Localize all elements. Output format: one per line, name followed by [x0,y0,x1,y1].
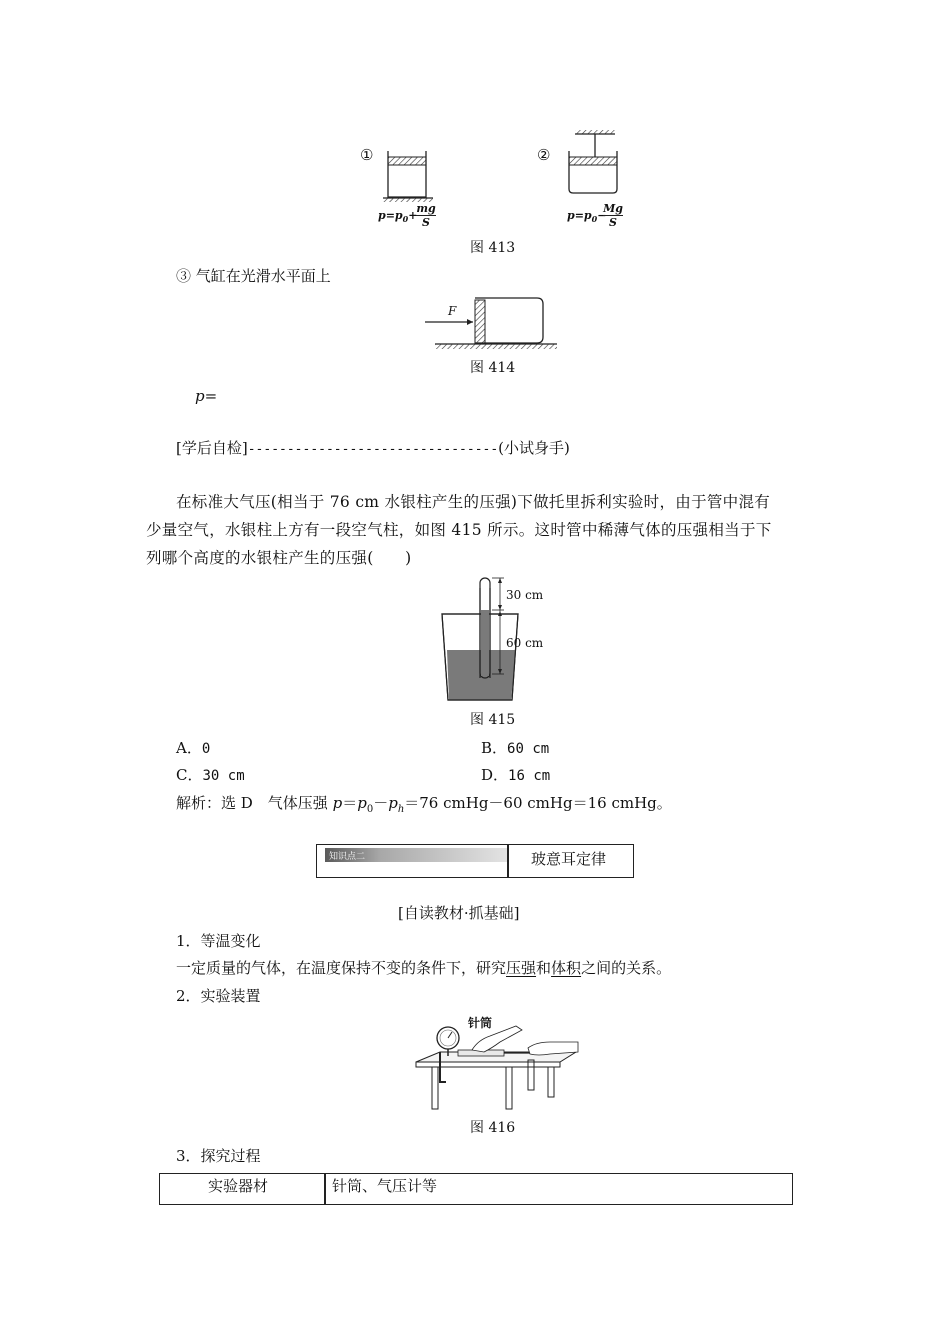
knowledge-badge-bar [325,848,509,862]
fig413-label-2: ② [537,146,551,164]
fig413-caption: 图 413 [470,240,516,256]
self-check-heading: [学后自检]--------------------------------(小试身手) [176,439,570,457]
section-3-heading: 3．探究过程 [176,1147,261,1165]
fig413-label-1: ① [360,146,374,164]
fig413-cylinder-1 [383,151,433,202]
option-a: A．0 [176,739,211,757]
knowledge-badge: 知识点二 [329,852,366,862]
fig416-caption: 图 416 [470,1120,516,1136]
fig415-upper-label: 30 cm [506,588,544,602]
p-blank: p= [195,387,218,405]
section-1-heading: 1．等温变化 [176,932,261,950]
fig415-lower-label: 60 cm [506,636,544,650]
knowledge-box [316,844,634,878]
option-b: B．60 cm [481,739,550,757]
fig416-diagram [410,1012,580,1112]
fig416-label: 针筒 [468,1016,493,1030]
section-2-heading: 2．实验装置 [176,987,261,1005]
fig415-caption: 图 415 [470,712,516,728]
option-c: C．30 cm [176,766,245,784]
fig414-caption: 图 414 [470,360,516,376]
section-1-body: 一定质量的气体，在温度保持不变的条件下，研究压强和体积之间的关系。 [176,959,672,977]
item-3-text: ③ 气缸在光滑水平面上 [176,267,331,285]
solution-text: 解析：选 D 气体压强 $p=p_0-p_h=76$ cmHg－60 cmHg＝16 cmHg。 [176,794,672,815]
knowledge-title: 玻意耳定律 [531,850,607,868]
table-cell-value: 针筒、气压计等 [332,1177,438,1195]
option-d: D．16 cm [481,766,551,784]
fig414-diagram [425,292,565,352]
table-cell-label: 实验器材 [208,1177,269,1195]
self-read-heading: [自读教材·抓基础] [398,904,520,922]
question-text: 在标准大气压(相当于 76 cm 水银柱产生的压强)下做托里拆利实验时，由于管中混有 少量空气，水银柱上方有一段空气柱，如图 415 所示。这时管中稀薄气体的压强相当于下 列哪个高度的水银柱产生的压强( ) [146,493,772,567]
experiment-table [159,1173,793,1205]
fig414-force-label: F [448,304,457,318]
fig413-cylinder-2 [569,130,617,193]
